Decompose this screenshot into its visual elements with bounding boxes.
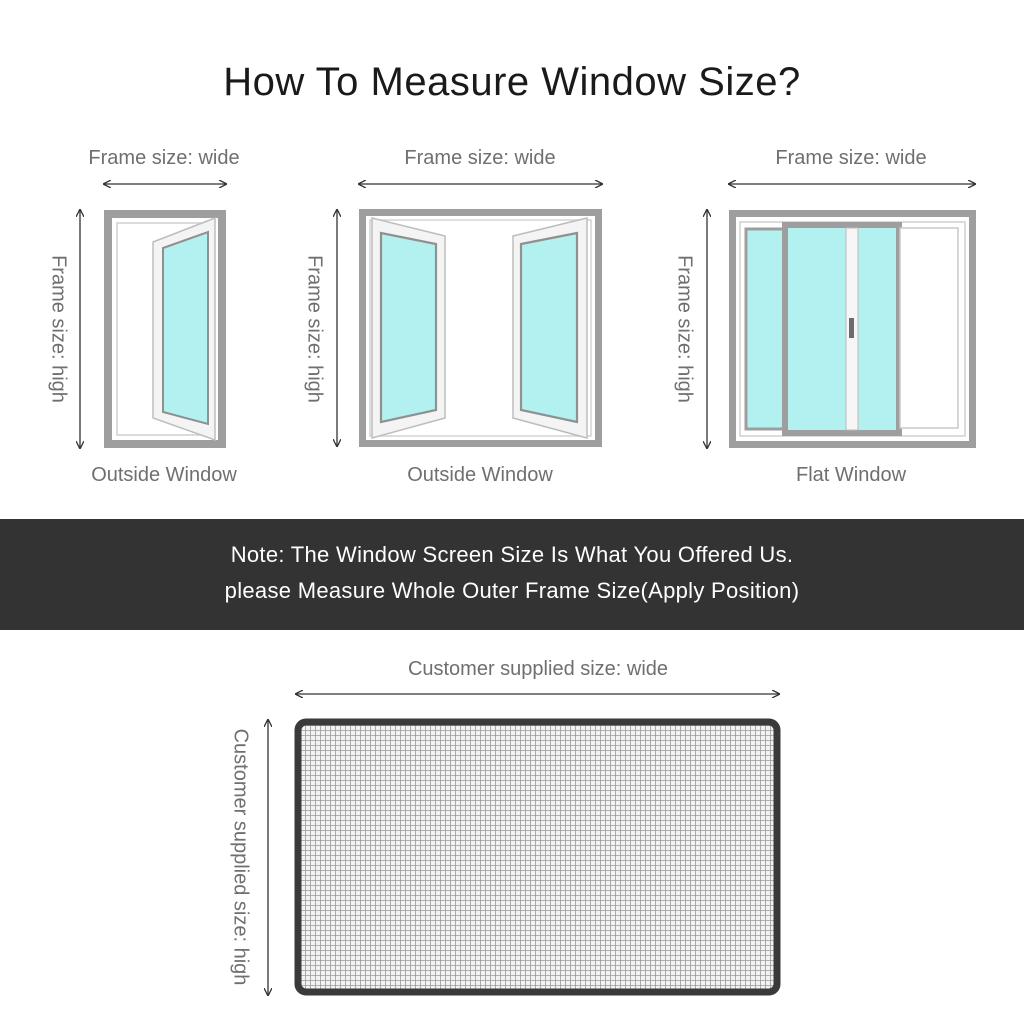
window-3-handle <box>849 318 854 338</box>
window-1-height-label: Frame size: high <box>47 255 70 403</box>
window-1-glass <box>163 232 208 424</box>
screen-figure <box>268 694 779 995</box>
note-line-2: please Measure Whole Outer Frame Size(Apply Position) <box>224 578 800 603</box>
window-3-caption: Flat Window <box>795 464 907 486</box>
screen-width-label: Customer supplied size: wide <box>407 658 669 680</box>
window-3-left-glass <box>746 229 785 429</box>
note-banner <box>0 519 1024 630</box>
window-3-width-label: Frame size: wide <box>775 147 927 169</box>
window-2-figure <box>337 184 602 447</box>
screen-frame <box>298 722 777 992</box>
window-3-height-label: Frame size: high <box>673 255 696 403</box>
window-1-caption: Outside Window <box>91 464 237 486</box>
note-line-1: Note: The Window Screen Size Is What You Offered Us. <box>230 542 794 567</box>
window-3-figure <box>707 184 976 448</box>
window-2-width-label: Frame size: wide <box>404 147 556 169</box>
window-2-right-glass <box>521 233 577 422</box>
window-1-figure <box>80 184 226 448</box>
screen-height-label: Customer supplied size: high <box>229 728 252 986</box>
window-2-height-label: Frame size: high <box>303 255 326 403</box>
window-3-sliding-sash <box>785 225 899 433</box>
window-2-caption: Outside Window <box>407 464 553 486</box>
window-1-width-label: Frame size: wide <box>88 147 240 169</box>
page-title: How To Measure Window Size? <box>223 60 801 104</box>
window-2-left-glass <box>381 233 436 422</box>
